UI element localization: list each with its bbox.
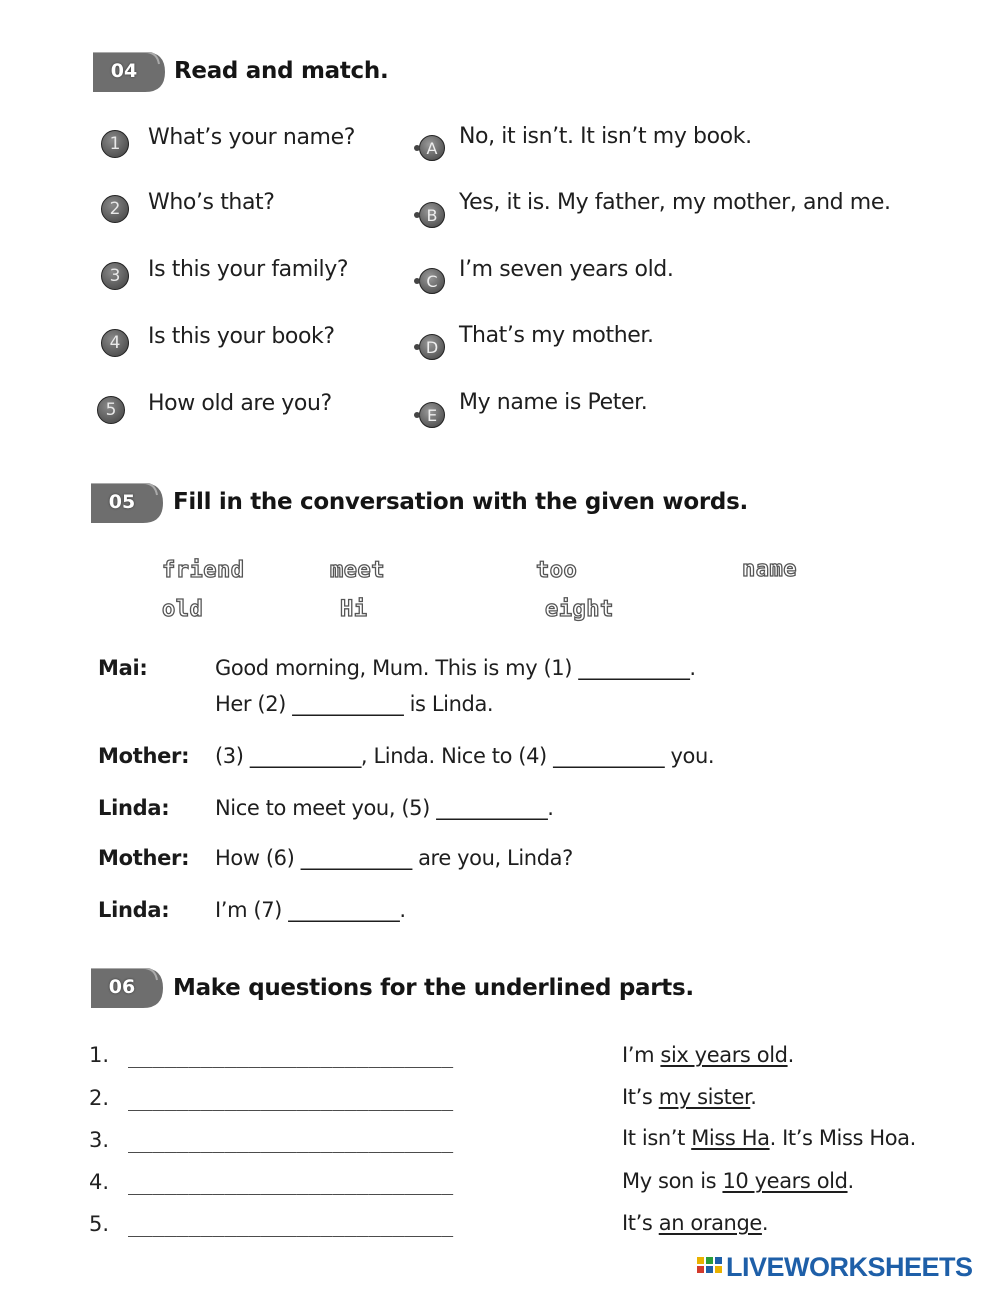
brand-text: LIVEWORKSHEETS [726, 1251, 973, 1282]
match-question-2: Who’s that? [148, 190, 275, 215]
word-eight: eight [545, 597, 614, 622]
word-friend: friend [162, 558, 245, 583]
match-question-3: Is this your family? [148, 257, 349, 282]
underlined-part-2: my sister [658, 1085, 751, 1109]
match-answer-a: No, it isn’t. It isn’t my book. [459, 124, 752, 149]
conversation-line-2: Her (2) ___________ is Linda. [215, 692, 494, 716]
section-05-badge: 05 [91, 483, 161, 521]
liveworksheets-logo-icon [697, 1255, 723, 1279]
question-6-blank-4: ___________________________ [128, 1171, 454, 1195]
question-number-1: 1 [101, 130, 129, 158]
word-hi: Hi [340, 597, 368, 622]
question-6-answer-5: It’s an orange. [622, 1211, 769, 1235]
question-6-number-4: 4. [89, 1170, 110, 1194]
question-6-number-2: 2. [89, 1086, 110, 1110]
section-04-badge: 04 [93, 52, 163, 90]
question-number-4: 4 [101, 329, 129, 357]
word-too: too [536, 558, 578, 583]
question-6-number-1: 1. [89, 1043, 110, 1067]
section-06-title: Make questions for the underlined parts. [173, 975, 694, 1001]
conversation-line-5: How (6) ___________ are you, Linda? [215, 846, 573, 870]
match-answer-e: My name is Peter. [459, 390, 648, 415]
underlined-part-3: Miss Ha [691, 1126, 770, 1150]
answer-letter-a: A [419, 135, 445, 161]
conversation-line-3: (3) ___________, Linda. Nice to (4) ___________ you. [215, 744, 715, 768]
question-6-answer-4: My son is 10 years old. [622, 1169, 854, 1193]
liveworksheets-brand [697, 1252, 973, 1282]
conversation-line-1: Good morning, Mum. This is my (1) ___________. [215, 656, 696, 680]
question-6-answer-2: It’s my sister. [622, 1085, 757, 1109]
question-6-answer-3: It isn’t Miss Ha. It’s Miss Hoa. [622, 1126, 916, 1150]
question-6-blank-1: ___________________________ [128, 1044, 454, 1068]
speaker-linda-2: Linda: [98, 898, 170, 922]
underlined-part-1: six years old [660, 1043, 788, 1067]
word-old: old [162, 597, 204, 622]
answer-letter-d: D [419, 334, 445, 360]
question-number-5: 5 [97, 396, 125, 424]
match-question-1: What’s your name? [148, 125, 355, 150]
question-6-number-5: 5. [89, 1212, 110, 1236]
speaker-mother-2: Mother: [98, 846, 190, 870]
match-answer-b: Yes, it is. My father, my mother, and me. [459, 190, 891, 215]
question-6-answer-1: I’m six years old. [622, 1043, 794, 1067]
question-number-3: 3 [101, 262, 129, 290]
question-6-blank-2: ___________________________ [128, 1087, 454, 1111]
question-6-number-3: 3. [89, 1128, 110, 1152]
match-answer-d: That’s my mother. [459, 323, 654, 348]
section-06-badge: 06 [91, 968, 161, 1006]
conversation-line-4: Nice to meet you, (5) ___________. [215, 796, 554, 820]
underlined-part-4: 10 years old [722, 1169, 848, 1193]
speaker-mai: Mai: [98, 656, 148, 680]
conversation-line-6: I’m (7) ___________. [215, 898, 406, 922]
question-number-2: 2 [101, 195, 129, 223]
speaker-linda-1: Linda: [98, 796, 170, 820]
match-answer-c: I’m seven years old. [459, 257, 674, 282]
speaker-mother-1: Mother: [98, 744, 190, 768]
word-meet: meet [330, 558, 385, 583]
word-name: name [742, 557, 797, 582]
answer-letter-c: C [419, 268, 445, 294]
match-question-4: Is this your book? [148, 324, 335, 349]
section-04-title: Read and match. [174, 58, 389, 84]
section-05-title: Fill in the conversation with the given words. [173, 489, 748, 515]
question-6-blank-3: ___________________________ [128, 1129, 454, 1153]
question-6-blank-5: ___________________________ [128, 1213, 454, 1237]
underlined-part-5: an orange [658, 1211, 762, 1235]
match-question-5: How old are you? [148, 391, 332, 416]
answer-letter-b: B [419, 202, 445, 228]
answer-letter-e: E [419, 402, 445, 428]
